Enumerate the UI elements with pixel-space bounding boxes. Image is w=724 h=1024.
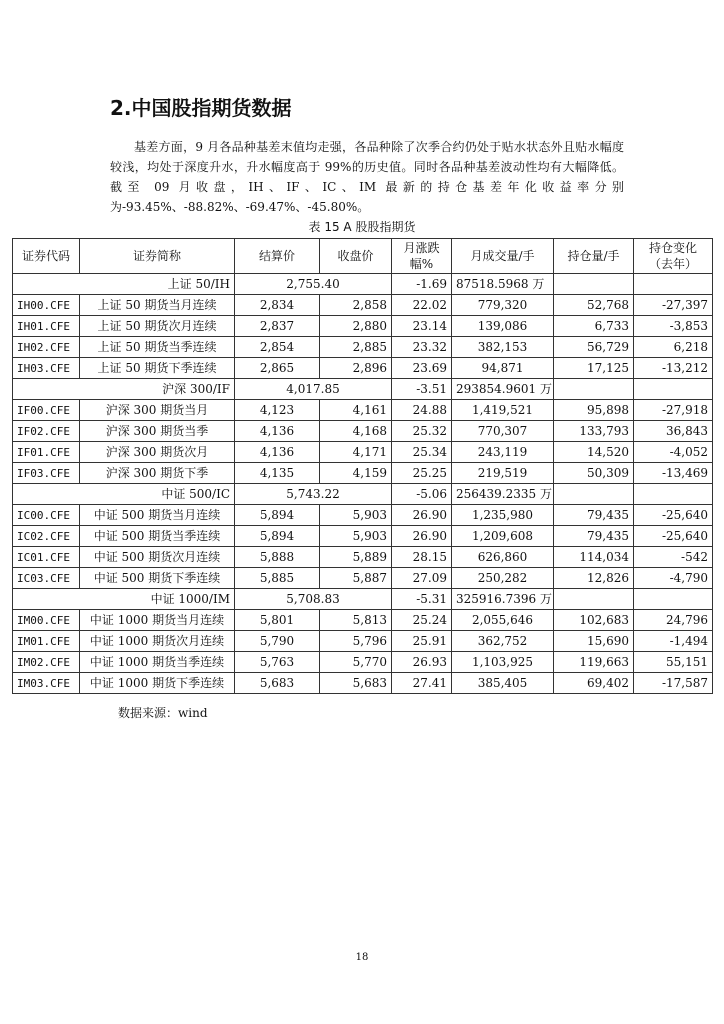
monthly-change: 25.32 (392, 421, 452, 442)
contract-name: 中证 500 期货当季连续 (80, 526, 235, 547)
settle-price: 4,136 (235, 442, 320, 463)
header-change: 月涨跌幅% (392, 239, 452, 274)
monthly-change: 27.41 (392, 673, 452, 694)
contract-name: 沪深 300 期货次月 (80, 442, 235, 463)
contract-name: 上证 50 期货下季连续 (80, 358, 235, 379)
table-row (13, 610, 713, 631)
oi-change: 24,796 (634, 610, 713, 631)
close-price: 4,161 (320, 400, 392, 421)
contract-code: IH00.CFE (13, 295, 80, 316)
contract-name: 中证 500 期货次月连续 (80, 547, 235, 568)
open-interest: 15,690 (554, 631, 634, 652)
oi-change: 36,843 (634, 421, 713, 442)
monthly-volume: 382,153 (452, 337, 554, 358)
index-futures-table (12, 238, 713, 694)
table-caption: 表 15 A 股股指期货 (308, 220, 416, 234)
contract-code: IM00.CFE (13, 610, 80, 631)
header-code: 证券代码 (13, 239, 80, 274)
contract-name: 上证 50 期货次月连续 (80, 316, 235, 337)
monthly-change: 25.91 (392, 631, 452, 652)
monthly-volume: 1,419,521 (452, 400, 554, 421)
table-row (13, 505, 713, 526)
close-price: 5,889 (320, 547, 392, 568)
index-volume: 325916.7396 万 (452, 589, 554, 610)
monthly-volume: 219,519 (452, 463, 554, 484)
oi-change: -27,397 (634, 295, 713, 316)
header-open-interest: 持仓量/手 (554, 239, 634, 274)
monthly-change: 23.69 (392, 358, 452, 379)
contract-code: IC02.CFE (13, 526, 80, 547)
open-interest: 114,034 (554, 547, 634, 568)
monthly-change: 28.15 (392, 547, 452, 568)
settle-price: 2,854 (235, 337, 320, 358)
index-price: 4,017.85 (235, 379, 392, 400)
monthly-volume: 1,103,925 (452, 652, 554, 673)
contract-name: 沪深 300 期货当季 (80, 421, 235, 442)
index-name: 中证 500/IC (13, 484, 235, 505)
table-body (13, 274, 713, 694)
table-row (13, 547, 713, 568)
contract-code: IM01.CFE (13, 631, 80, 652)
index-price: 2,755.40 (235, 274, 392, 295)
index-name: 沪深 300/IF (13, 379, 235, 400)
open-interest: 119,663 (554, 652, 634, 673)
source-note: 数据来源：wind (118, 706, 208, 720)
contract-code: IF01.CFE (13, 442, 80, 463)
contract-name: 中证 1000 期货次月连续 (80, 631, 235, 652)
close-price: 5,683 (320, 673, 392, 694)
contract-name: 中证 1000 期货当季连续 (80, 652, 235, 673)
close-price: 2,885 (320, 337, 392, 358)
contract-code: IF03.CFE (13, 463, 80, 484)
index-volume: 256439.2335 万 (452, 484, 554, 505)
index-change: -5.31 (392, 589, 452, 610)
header-oi-change: 持仓变化（去年） (634, 239, 713, 274)
index-summary-row (13, 274, 713, 295)
index-change: -3.51 (392, 379, 452, 400)
close-price: 2,858 (320, 295, 392, 316)
open-interest: 56,729 (554, 337, 634, 358)
contract-code: IC01.CFE (13, 547, 80, 568)
settle-price: 2,837 (235, 316, 320, 337)
contract-name: 沪深 300 期货当月 (80, 400, 235, 421)
header-close: 收盘价 (320, 239, 392, 274)
contract-code: IM02.CFE (13, 652, 80, 673)
index-summary-row (13, 484, 713, 505)
empty-cell (554, 589, 634, 610)
contract-code: IH03.CFE (13, 358, 80, 379)
settle-price: 5,683 (235, 673, 320, 694)
monthly-volume: 779,320 (452, 295, 554, 316)
index-name: 上证 50/IH (13, 274, 235, 295)
index-summary-row (13, 379, 713, 400)
settle-price: 5,894 (235, 526, 320, 547)
settle-price: 5,790 (235, 631, 320, 652)
open-interest: 69,402 (554, 673, 634, 694)
open-interest: 102,683 (554, 610, 634, 631)
settle-price: 4,135 (235, 463, 320, 484)
monthly-volume: 1,209,608 (452, 526, 554, 547)
table-row (13, 631, 713, 652)
settle-price: 2,834 (235, 295, 320, 316)
monthly-volume: 1,235,980 (452, 505, 554, 526)
empty-cell (634, 484, 713, 505)
oi-change: -3,853 (634, 316, 713, 337)
close-price: 5,887 (320, 568, 392, 589)
settle-price: 4,136 (235, 421, 320, 442)
table-row (13, 442, 713, 463)
table-row (13, 526, 713, 547)
table-row (13, 400, 713, 421)
empty-cell (554, 274, 634, 295)
monthly-change: 26.90 (392, 526, 452, 547)
table-row (13, 316, 713, 337)
monthly-change: 23.32 (392, 337, 452, 358)
monthly-volume: 139,086 (452, 316, 554, 337)
open-interest: 52,768 (554, 295, 634, 316)
contract-name: 上证 50 期货当季连续 (80, 337, 235, 358)
settle-price: 4,123 (235, 400, 320, 421)
monthly-volume: 243,119 (452, 442, 554, 463)
monthly-change: 25.24 (392, 610, 452, 631)
empty-cell (634, 379, 713, 400)
monthly-change: 27.09 (392, 568, 452, 589)
open-interest: 79,435 (554, 526, 634, 547)
monthly-change: 25.34 (392, 442, 452, 463)
monthly-volume: 94,871 (452, 358, 554, 379)
close-price: 4,159 (320, 463, 392, 484)
contract-code: IC00.CFE (13, 505, 80, 526)
oi-change: -1,494 (634, 631, 713, 652)
table-row (13, 337, 713, 358)
contract-name: 中证 500 期货当月连续 (80, 505, 235, 526)
open-interest: 17,125 (554, 358, 634, 379)
table-row (13, 295, 713, 316)
index-summary-row (13, 589, 713, 610)
close-price: 4,171 (320, 442, 392, 463)
monthly-change: 23.14 (392, 316, 452, 337)
header-name: 证券简称 (80, 239, 235, 274)
oi-change: -4,790 (634, 568, 713, 589)
contract-code: IC03.CFE (13, 568, 80, 589)
basis-paragraph: 基差方面，9 月各品种基差末值均走强，各品种除了次季合约仍处于贴水状态外且贴水幅度较浅，均处于深度升水，升水幅度高于 99%的历史值。同时各品种基差波动性均有大幅降低。 截至 09 月收盘，IH、IF、IC、IM 最新的持仓基差年化收益率分别为-93.45%、-88.82%、-69.47%、-45.80%。 (110, 140, 624, 214)
index-volume: 293854.9601 万 (452, 379, 554, 400)
oi-change: -27,918 (634, 400, 713, 421)
settle-price: 2,865 (235, 358, 320, 379)
contract-name: 沪深 300 期货下季 (80, 463, 235, 484)
index-name: 中证 1000/IM (13, 589, 235, 610)
oi-change: 6,218 (634, 337, 713, 358)
contract-code: IH02.CFE (13, 337, 80, 358)
index-change: -5.06 (392, 484, 452, 505)
monthly-change: 22.02 (392, 295, 452, 316)
contract-name: 中证 1000 期货当月连续 (80, 610, 235, 631)
oi-change: -13,469 (634, 463, 713, 484)
contract-code: IM03.CFE (13, 673, 80, 694)
close-price: 5,903 (320, 505, 392, 526)
close-price: 5,770 (320, 652, 392, 673)
oi-change: -542 (634, 547, 713, 568)
page-number: 18 (355, 952, 369, 963)
monthly-change: 25.25 (392, 463, 452, 484)
table-row (13, 421, 713, 442)
empty-cell (634, 274, 713, 295)
oi-change: -17,587 (634, 673, 713, 694)
close-price: 5,796 (320, 631, 392, 652)
open-interest: 50,309 (554, 463, 634, 484)
table-row (13, 358, 713, 379)
header-settle: 结算价 (235, 239, 320, 274)
oi-change: -25,640 (634, 526, 713, 547)
monthly-change: 26.93 (392, 652, 452, 673)
contract-code: IF00.CFE (13, 400, 80, 421)
monthly-volume: 2,055,646 (452, 610, 554, 631)
oi-change: -4,052 (634, 442, 713, 463)
index-price: 5,708.83 (235, 589, 392, 610)
close-price: 5,903 (320, 526, 392, 547)
empty-cell (554, 484, 634, 505)
settle-price: 5,801 (235, 610, 320, 631)
open-interest: 14,520 (554, 442, 634, 463)
empty-cell (554, 379, 634, 400)
contract-code: IF02.CFE (13, 421, 80, 442)
open-interest: 79,435 (554, 505, 634, 526)
open-interest: 6,733 (554, 316, 634, 337)
open-interest: 12,826 (554, 568, 634, 589)
oi-change: -25,640 (634, 505, 713, 526)
oi-change: -13,212 (634, 358, 713, 379)
contract-code: IH01.CFE (13, 316, 80, 337)
empty-cell (634, 589, 713, 610)
table-header-row (13, 239, 713, 274)
contract-name: 中证 1000 期货下季连续 (80, 673, 235, 694)
settle-price: 5,888 (235, 547, 320, 568)
table-row (13, 673, 713, 694)
header-volume: 月成交量/手 (452, 239, 554, 274)
monthly-volume: 250,282 (452, 568, 554, 589)
monthly-volume: 626,860 (452, 547, 554, 568)
table-row (13, 568, 713, 589)
open-interest: 133,793 (554, 421, 634, 442)
index-price: 5,743.22 (235, 484, 392, 505)
close-price: 5,813 (320, 610, 392, 631)
monthly-volume: 770,307 (452, 421, 554, 442)
oi-change: 55,151 (634, 652, 713, 673)
open-interest: 95,898 (554, 400, 634, 421)
close-price: 2,880 (320, 316, 392, 337)
close-price: 4,168 (320, 421, 392, 442)
settle-price: 5,885 (235, 568, 320, 589)
monthly-change: 26.90 (392, 505, 452, 526)
monthly-change: 24.88 (392, 400, 452, 421)
monthly-volume: 385,405 (452, 673, 554, 694)
section-heading: 2.中国股指期货数据 (110, 96, 292, 120)
index-change: -1.69 (392, 274, 452, 295)
index-volume: 87518.5968 万 (452, 274, 554, 295)
contract-name: 上证 50 期货当月连续 (80, 295, 235, 316)
contract-name: 中证 500 期货下季连续 (80, 568, 235, 589)
settle-price: 5,763 (235, 652, 320, 673)
table-row (13, 652, 713, 673)
monthly-volume: 362,752 (452, 631, 554, 652)
table-row (13, 463, 713, 484)
settle-price: 5,894 (235, 505, 320, 526)
close-price: 2,896 (320, 358, 392, 379)
